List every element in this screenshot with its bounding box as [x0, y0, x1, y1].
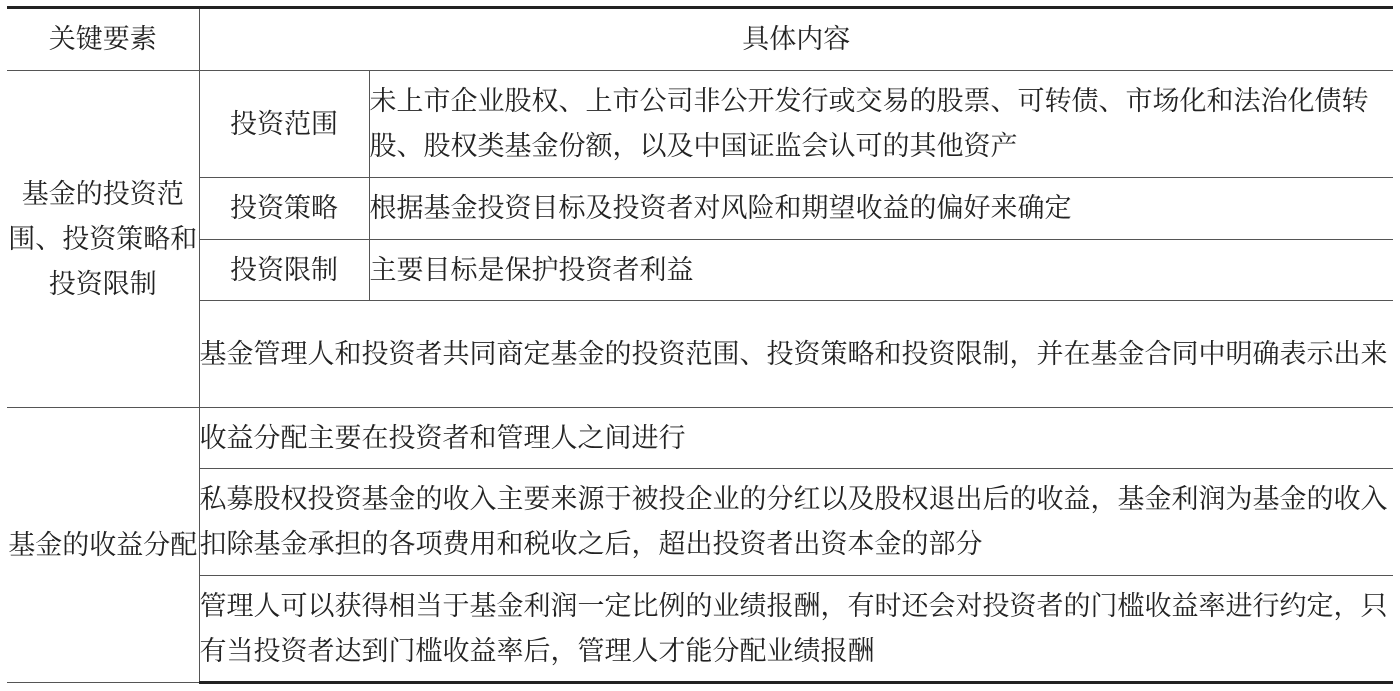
table-row — [7, 576, 1393, 683]
text-fund-income-profit: 私募股权投资基金的收入主要来源于被投企业的分红以及股权退出后的收益，基金利润为基金的收入扣除基金承担的各项费用和税收之后，超出投资者出资本金的部分 — [199, 469, 1393, 576]
label-investment-strategy: 投资策略 — [199, 178, 369, 240]
text-performance-fee: 管理人可以获得相当于基金利润一定比例的业绩报酬，有时还会对投资者的门槛收益率进行约定，只有当投资者达到门槛收益率后，管理人才能分配业绩报酬 — [199, 576, 1393, 683]
table-row — [7, 469, 1393, 576]
table-row — [7, 71, 1393, 178]
text-investment-scope: 未上市企业股权、上市公司非公开发行或交易的股票、可转债、市场化和法治化债转股、股权类基金份额，以及中国证监会认可的其他资产 — [369, 71, 1393, 178]
header-row — [7, 8, 1393, 71]
text-distribution-parties: 收益分配主要在投资者和管理人之间进行 — [199, 408, 1393, 469]
table-row — [7, 301, 1393, 408]
text-investment-strategy: 根据基金投资目标及投资者对风险和期望收益的偏好来确定 — [369, 178, 1393, 240]
content-table — [7, 6, 1393, 684]
text-investment-note: 基金管理人和投资者共同商定基金的投资范围、投资策略和投资限制，并在基金合同中明确表示出来 — [199, 301, 1393, 408]
table-row — [7, 178, 1393, 240]
table-row — [7, 240, 1393, 301]
table-row — [7, 408, 1393, 469]
text-investment-limits: 主要目标是保护投资者利益 — [369, 240, 1393, 301]
label-investment-limits: 投资限制 — [199, 240, 369, 301]
label-investment-scope: 投资范围 — [199, 71, 369, 178]
header-specific-content: 具体内容 — [199, 8, 1393, 71]
header-key-elements: 关键要素 — [7, 8, 199, 71]
key-income-distribution: 基金的收益分配 — [7, 408, 199, 683]
key-investment-scope-strategy-limits: 基金的投资范围、投资策略和投资限制 — [7, 71, 199, 408]
